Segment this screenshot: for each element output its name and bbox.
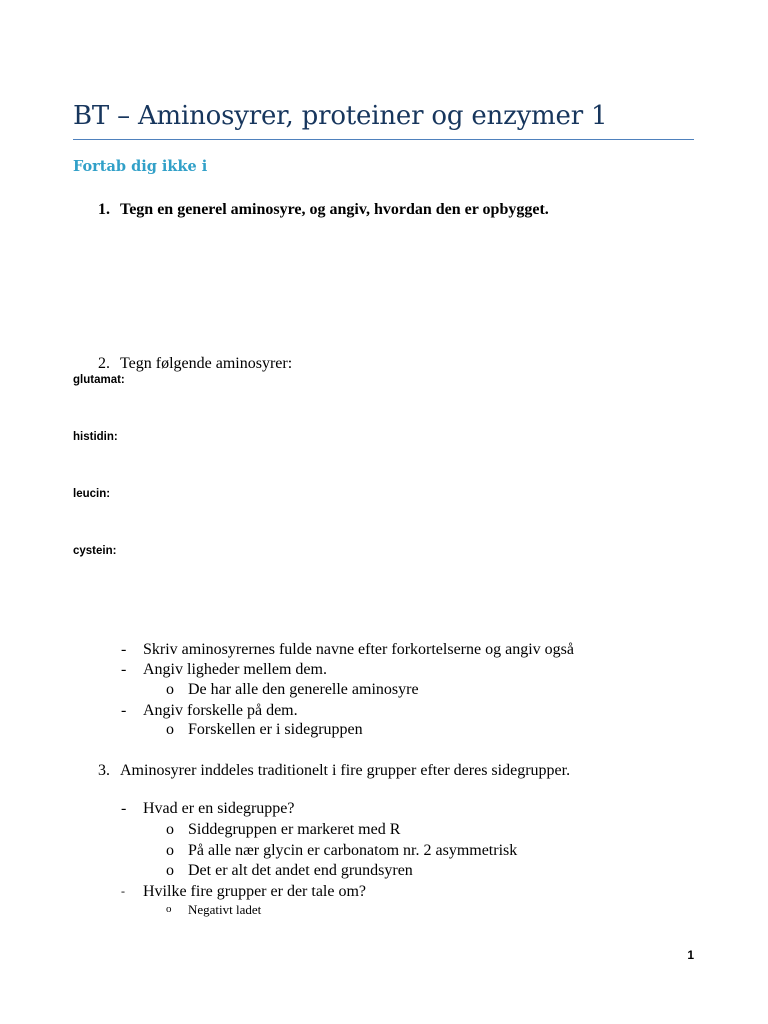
list-bullet: - [121, 661, 127, 678]
list-item: Hvilke fire grupper er der tale om? [143, 883, 367, 900]
title-underline [73, 139, 694, 140]
question-1-text: Tegn en generel aminosyre, og angiv, hvordan den er opbygget. [120, 201, 549, 218]
question-1-number: 1. [98, 201, 110, 218]
list-item: Negativt ladet [188, 902, 262, 917]
list-bullet: o [166, 842, 174, 859]
list-bullet: o [166, 903, 172, 915]
list-bullet: - [121, 641, 127, 658]
list-bullet: - [121, 884, 125, 898]
list-item: Det er alt det andet end grundsyren [188, 862, 413, 879]
list-item: Angiv forskelle på dem. [143, 702, 298, 719]
page-number: 1 [687, 948, 694, 962]
list-bullet: - [121, 800, 127, 817]
list-bullet: o [166, 862, 174, 879]
amino-label-cystein: cystein: [73, 545, 117, 557]
list-item: På alle nær glycin er carbonatom nr. 2 asymmetrisk [188, 842, 518, 859]
list-item: Skriv aminosyrernes fulde navne efter forkortelserne og angiv også [143, 641, 574, 658]
question-3-number: 3. [98, 762, 110, 779]
list-bullet: o [166, 821, 174, 838]
list-item: Angiv ligheder mellem dem. [143, 661, 327, 678]
list-bullet: o [166, 721, 174, 738]
list-item: De har alle den generelle aminosyre [188, 681, 419, 698]
document-title: BT – Aminosyrer, proteiner og enzymer 1 [73, 101, 608, 131]
question-2-text: Tegn følgende aminosyrer: [120, 355, 293, 372]
list-bullet: o [166, 681, 174, 698]
question-2-number: 2. [98, 355, 110, 372]
document-subtitle: Fortab dig ikke i [73, 158, 208, 175]
question-3-text: Aminosyrer inddeles traditionelt i fire grupper efter deres sidegrupper. [120, 762, 571, 779]
amino-label-histidin: histidin: [73, 431, 118, 443]
amino-label-glutamat: glutamat: [73, 374, 125, 386]
list-item: Siddegruppen er markeret med R [188, 821, 401, 838]
list-bullet: - [121, 702, 127, 719]
list-item: Hvad er en sidegruppe? [143, 800, 295, 817]
amino-label-leucin: leucin: [73, 488, 111, 500]
list-item: Forskellen er i sidegruppen [188, 721, 363, 738]
